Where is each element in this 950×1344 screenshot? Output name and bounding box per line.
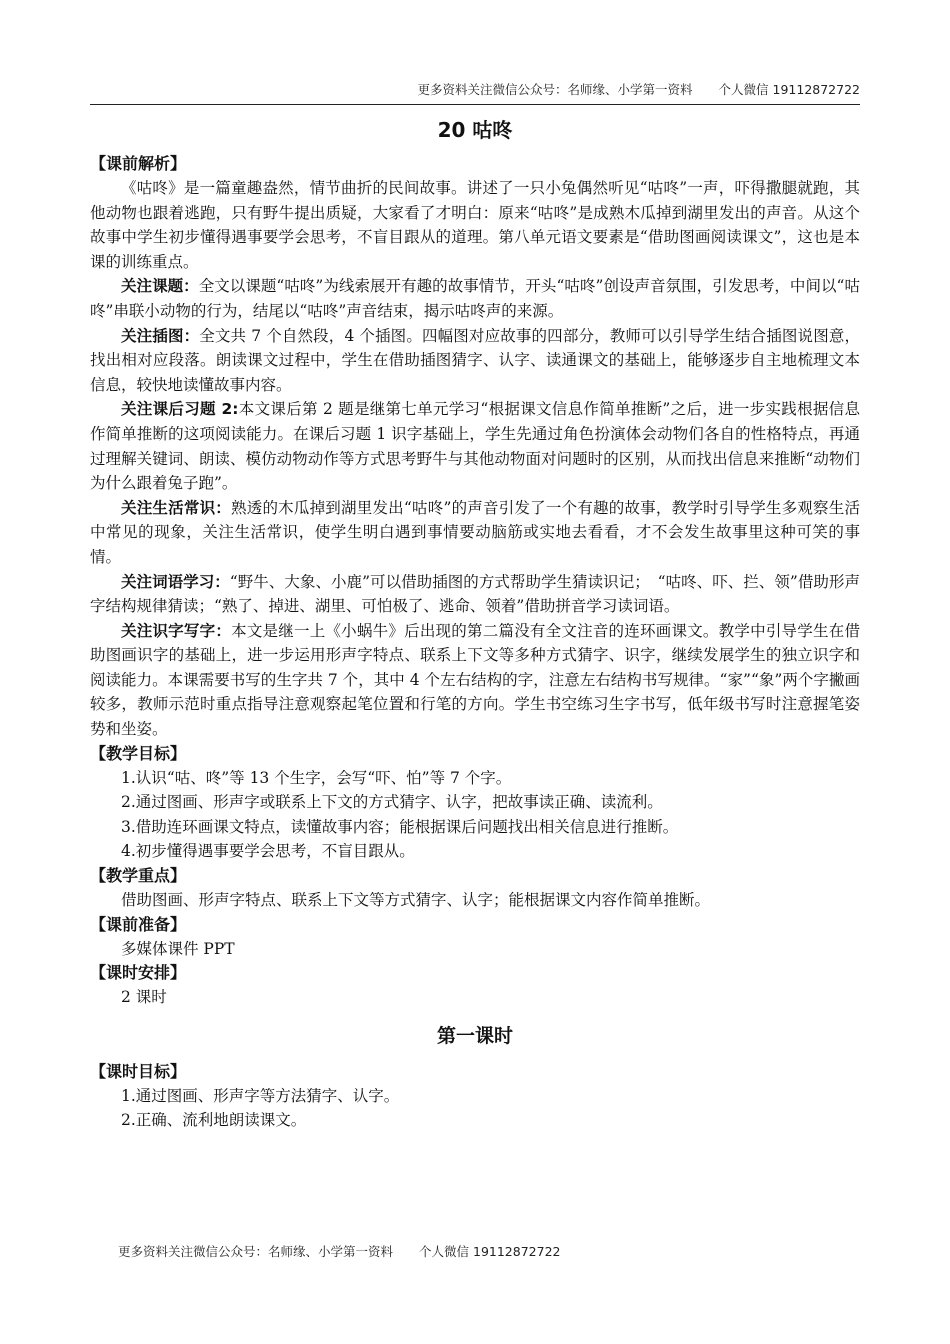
focus-paragraph [90, 397, 860, 495]
focus-paragraph [90, 274, 860, 323]
goal-item: 3.借助连环画课文特点，读懂故事内容；能根据课后问题找出相关信息进行推断。 [121, 817, 679, 836]
lesson-title: 第一课时 [436, 1024, 513, 1047]
focus-paragraph [90, 570, 860, 619]
schedule-text: 2 课时 [121, 988, 167, 1007]
focus-text: 本文课后第 2 题是继第七单元学习“根据课文信息作简单推断”之后，进一步实践根据信息作简单推断的这项阅读能力。在课后习题 1 识字基础上，学生先通过角色扮演体会动物们各自的性格特点，再通过理解关键词、朗读、模仿动物动作等方式思考野牛与其他动物面对问题时的区别，从而找出信息来推断“动物们为什么跟着兔子跑”。 [90, 400, 860, 493]
focus-text: “野牛、大象、小鹿”可以借助插图的方式帮助学生猜读识记； “咕咚、吓、拦、领”借助形声字结构规律猜读；“熟了、掉进、湖里、可怕极了、逃命、领着”借助拼音学习读词语。 [90, 572, 860, 616]
focus-label: 关注生活常识： [121, 498, 232, 517]
preparation-text: 多媒体课件 PPT [121, 939, 235, 958]
goal-item: 1.认识“咕、咚”等 13 个生字，会写“吓、怕”等 7 个字。 [121, 768, 512, 787]
footer-contact-text: 个人微信 19112872722 [419, 1244, 561, 1259]
key-points-text: 借助图画、形声字特点、联系上下文等方式猜字、认字；能根据课文内容作简单推断。 [121, 891, 711, 910]
focus-text: 全文以课题“咕咚”为线索展开有趣的故事情节，开头“咕咚”创设声音氛围，引发思考，中间以“咕咚”串联小动物的行为，结尾以“咕咚”声音结束，揭示咕咚声的来源。 [90, 277, 860, 320]
focus-paragraph [90, 619, 860, 742]
document-body [90, 116, 860, 1133]
page-footer [118, 1242, 560, 1260]
page-title: 20 咕咚 [437, 118, 513, 142]
pre-analysis-intro: 《咕咚》是一篇童趣盎然，情节曲折的民间故事。讲述了一只小兔偶然听见“咕咚”一声，吓得撒腿就跑，其他动物也跟着逃跑，只有野牛提出质疑，大家看了才明白：原来“咕咚”是成熟木瓜掉到湖里发出的声音。从这个故事中学生初步懂得遇事要学会思考，不盲目跟从的道理。第八单元语文要素是“借助图画阅读课文”，这也是本课的训练重点。 [90, 179, 860, 271]
header-promo-text: 更多资料关注微信公众号：名师缘、小学第一资料 [417, 82, 693, 97]
focus-label: 关注识字写字： [121, 621, 232, 640]
section-heading-pre-analysis: 【课前解析】 [90, 154, 187, 173]
lesson-goal-item: 2.正确、流利地朗读课文。 [121, 1111, 307, 1130]
focus-paragraph [90, 324, 860, 398]
page-header [90, 80, 860, 105]
focus-label: 关注课题： [121, 277, 199, 296]
lesson-goal-item: 1.通过图画、形声字等方法猜字、认字。 [121, 1086, 400, 1105]
focus-paragraph [90, 496, 860, 570]
footer-promo-text: 更多资料关注微信公众号：名师缘、小学第一资料 [118, 1244, 394, 1259]
goal-item: 4.初步懂得遇事要学会思考，不盲目跟从。 [121, 842, 415, 861]
section-heading-lesson-goals: 【课时目标】 [90, 1061, 187, 1081]
goal-item: 2.通过图画、形声字或联系上下文的方式猜字、认字，把故事读正确、读流利。 [121, 793, 663, 812]
header-contact-text: 个人微信 19112872722 [718, 82, 860, 97]
focus-text: 全文共 7 个自然段，4 个插图。四幅图对应故事的四部分，教师可以引导学生结合插图说图意，找出相对应段落。朗读课文过程中，学生在借助插图猜字、认字、读通课文的基础上，能够逐步自主地梳理文本信息，较快地读懂故事内容。 [90, 326, 860, 394]
section-heading-schedule: 【课时安排】 [90, 963, 187, 983]
focus-text: 熟透的木瓜掉到湖里发出“咕咚”的声音引发了一个有趣的故事，教学时引导学生多观察生活中常见的现象，关注生活常识，使学生明白遇到事情要动脑筋或实地去看看，才不会发生故事里这种可笑的事情。 [90, 498, 860, 566]
section-heading-preparation: 【课前准备】 [90, 914, 187, 934]
focus-label: 关注词语学习： [121, 572, 230, 591]
focus-label: 关注插图： [121, 326, 200, 345]
focus-label: 关注课后习题 2: [121, 400, 239, 419]
section-heading-key-points: 【教学重点】 [90, 866, 187, 886]
focus-text: 本文是继一上《小蜗牛》后出现的第二篇没有全文注音的连环画课文。教学中引导学生在借助图画识字的基础上，进一步运用形声字特点、联系上下文等多种方式猜字、识字，继续发展学生的独立识字和阅读能力。本课需要书写的生字共 7 个，其中 4 个左右结构的字，注意左右结构书写规律。“家”“象”两个字撇画较多，教师示范时重点指导注意观察起笔位置和行笔的方向。学生书空练习生字书写，低年级书写时注意握笔姿势和坐姿。 [90, 621, 860, 739]
section-heading-goals: 【教学目标】 [90, 743, 187, 763]
